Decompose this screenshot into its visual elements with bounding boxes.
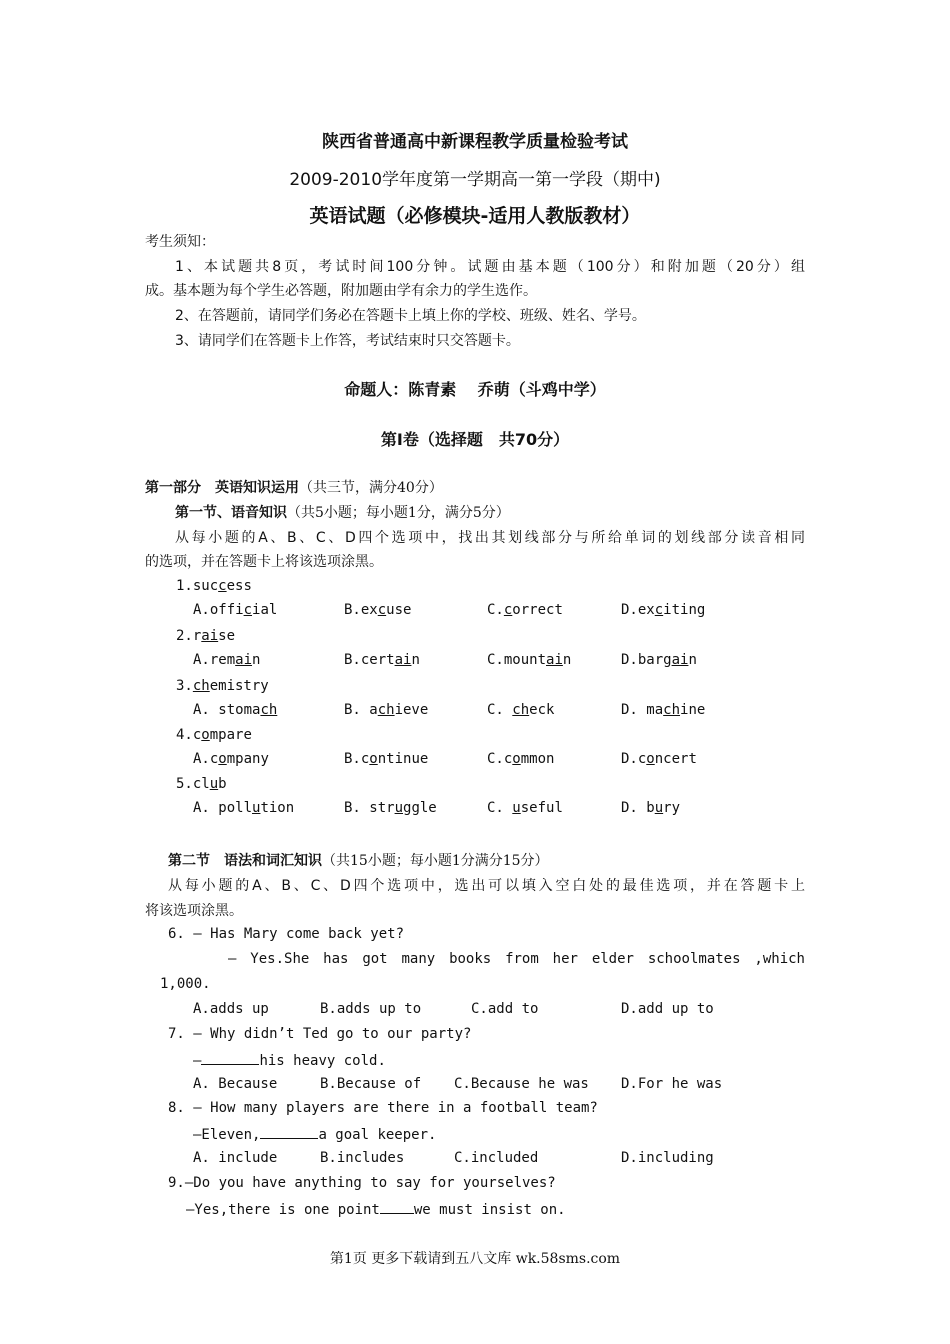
question-1-option-a-underlined: c [243,602,253,618]
question-1-number: 1. [176,578,193,594]
question-4-stem-text-post: mpare [209,727,252,743]
notice-item-1-line-2: 成。基本题为每个学生必答题，附加题由学有余力的学生选作。 [145,283,537,299]
question-1-stem-text-pre: suc [192,578,219,594]
question-7-option-b: B.Because of [320,1076,422,1092]
question-5-option-a [193,800,294,816]
question-1-option-d-underlined: c [654,602,664,618]
section-2-note: （共15小题；每小题1分满分15分） [322,853,549,869]
section-2-heading [168,850,549,870]
question-4-option-b [344,751,428,767]
question-3-option-c [487,702,554,718]
part-1-heading [145,477,443,497]
question-4-stem-text-pre: c [192,727,202,743]
question-3-option-d-underlined: ch [663,702,681,718]
exam-subject: 英语试题（必修模块-适用人教版教材） [309,205,641,227]
question-4-option-d [621,751,697,767]
question-4-option-c-underlined: o [512,751,521,767]
question-4-option-b-text-post: ntinue [377,751,429,767]
question-9-blank [380,1200,414,1214]
section-2-instruction-line-2: 将该选项涂黑。 [145,903,243,919]
question-1-stem-underlined: c [218,578,227,594]
question-6-option-d: D.add up to [621,1001,714,1017]
question-6-option-a: A.adds up [193,1001,269,1017]
question-6-stem: 6. — Has Mary come back yet? [168,926,405,942]
question-4-option-a [193,751,269,767]
question-9-lead: —Yes,there is one point [186,1202,380,1218]
question-4-option-c [487,751,554,767]
question-2-option-b-underlined: ai [394,652,412,668]
question-1-option-a-text-pre: A.offi [193,602,244,618]
question-2-stem-text-pre: r [192,628,202,644]
question-7-tail: his heavy cold. [259,1053,386,1069]
question-5-option-b [344,800,437,816]
question-6-option-b: B.adds up to [320,1001,422,1017]
question-2-option-a [193,652,260,668]
question-7-option-c: C.Because he was [454,1076,589,1092]
question-3-option-c-underlined: ch [512,702,530,718]
question-3-stem [176,678,269,694]
question-4-option-d-text-post: ncert [654,751,697,767]
question-2-option-d-text-post: n [688,652,697,668]
question-5-option-d-text-pre: D. b [621,800,655,816]
question-8-option-d: D.including [621,1150,714,1166]
question-5-option-b-text-pre: B. str [344,800,395,816]
question-2-stem [176,628,235,644]
question-2-option-b [344,652,420,668]
volume-heading: 第Ⅰ卷（选择题 共70分） [380,430,570,449]
question-3-option-d [621,702,705,718]
question-2-option-c [487,652,571,668]
section-1-instruction-line-2: 的选项，并在答题卡上将该选项涂黑。 [145,554,383,570]
question-5-stem [176,776,227,792]
question-9-tail: we must insist on. [413,1202,566,1218]
question-3-option-b-text-pre: B. a [344,702,378,718]
question-2-option-d-text-pre: D.barg [621,652,672,668]
question-7-option-d: D.For he was [621,1076,723,1092]
question-6-answer-line: — Yes.She has got many books from her elder schoolmates ,which [228,951,805,967]
question-1-option-c-underlined: c [503,602,513,618]
question-2-number: 2. [176,628,193,644]
question-2-option-b-text-post: n [411,652,420,668]
question-7-dash: — [193,1053,202,1069]
question-3-option-c-text-pre: C. [487,702,513,718]
question-5-option-a-underlined: u [252,800,261,816]
question-5-stem-text-post: b [218,776,227,792]
question-8-stem: 8. — How many players are there in a football team? [168,1100,598,1116]
section-1-heading [175,502,510,522]
question-5-option-d [621,800,680,816]
question-5-option-a-text-post: tion [260,800,295,816]
page-footer: 第1页 更多下载请到五八文库 wk.58sms.com [329,1251,621,1267]
authors-line: 命题人：陈青素 乔萌（斗鸡中学） [344,380,606,399]
notice-item-3: 3、请同学们在答题卡上作答，考试结束时只交答题卡。 [175,333,520,349]
question-3-option-d-text-pre: D. ma [621,702,664,718]
question-3-option-a [193,702,277,718]
question-4-option-b-text-pre: B.c [344,751,370,767]
question-4-stem [176,727,252,743]
question-3-stem-underlined: ch [192,678,210,694]
question-2-option-c-underlined: ai [546,652,563,668]
question-7-option-a: A. Because [193,1076,278,1092]
question-7-stem: 7. — Why didn’t Ted go to our party? [168,1026,472,1042]
question-8-blank [260,1125,318,1139]
section-1-instruction-line-1: 从每小题的A、B、C、D四个选项中，找出其划线部分与所给单词的划线部分读音相同 [175,530,805,546]
question-3-option-b-underlined: ch [377,702,395,718]
part-1-title: 第一部分 英语知识运用 [145,480,299,496]
question-5-number: 5. [176,776,193,792]
question-6-option-c: C.add to [471,1001,539,1017]
question-4-option-c-text-pre: C.c [487,751,513,767]
question-1-option-d-text-pre: D.ex [621,602,655,618]
question-5-option-c [487,800,563,816]
question-4-option-d-underlined: o [646,751,655,767]
section-1-title: 第一节、语音知识 [175,505,287,521]
question-3-number: 3. [176,678,193,694]
question-1-option-b-text-pre: B.ex [344,602,378,618]
question-4-stem-underlined: o [201,727,210,743]
question-5-option-c-underlined: u [512,800,521,816]
question-2-option-c-text-pre: C.mount [487,652,547,668]
question-4-number: 4. [176,727,193,743]
question-3-option-d-text-post: ine [680,702,706,718]
question-4-option-d-text-pre: D.c [621,751,647,767]
question-2-stem-underlined: ai [201,628,219,644]
question-1-stem [176,578,252,594]
question-4-option-a-underlined: o [218,751,227,767]
question-8-option-c: C.included [454,1150,539,1166]
question-2-option-d-underlined: ai [671,652,689,668]
question-1-option-d [621,602,705,618]
exam-title: 陕西省普通高中新课程教学质量检验考试 [322,132,628,152]
question-3-option-a-text-pre: A. stoma [193,702,261,718]
question-3-option-b [344,702,428,718]
question-9-answer-line [186,1200,566,1218]
notice-item-1-line-1: 1、本试题共8页，考试时间100分钟。试题由基本题（100分）和附加题（20分）组 [175,259,805,275]
question-2-option-d [621,652,697,668]
question-1-stem-text-post: ess [226,578,252,594]
question-1-option-c-text-post: orrect [512,602,563,618]
question-4-option-a-text-pre: A.c [193,751,219,767]
notice-item-2: 2、在答题前，请同学们务必在答题卡上填上你的学校、班级、姓名、学号。 [175,308,646,324]
question-2-option-b-text-pre: B.cert [344,652,395,668]
question-2-option-a-underlined: ai [235,652,253,668]
question-5-option-d-underlined: u [654,800,664,816]
question-2-option-c-text-post: n [562,652,572,668]
question-3-stem-text-post: emistry [209,678,269,694]
question-1-option-a-text-post: ial [252,602,278,618]
question-1-option-b [344,602,411,618]
section-1-note: （共5小题；每小题1分，满分5分） [287,505,510,521]
question-3-option-a-underlined: ch [260,702,278,718]
question-4-option-b-underlined: o [369,751,378,767]
question-4-option-a-text-post: mpany [226,751,269,767]
question-5-option-b-underlined: u [394,800,404,816]
question-1-option-c [487,602,563,618]
question-8-lead: —Eleven, [193,1127,261,1143]
question-6-answer-line-2: 1,000. [160,976,211,992]
question-1-option-d-text-post: iting [663,602,706,618]
question-3-option-c-text-post: eck [529,702,555,718]
question-4-option-c-text-post: mmon [520,751,555,767]
question-1-option-b-underlined: c [377,602,387,618]
section-2-title: 第二节 语法和词汇知识 [168,853,322,869]
section-2-instruction-line-1: 从每小题的A、B、C、D四个选项中，选出可以填入空白处的最佳选项，并在答题卡上 [168,878,805,894]
question-3-option-b-text-post: ieve [394,702,429,718]
question-2-option-a-text-pre: A.rem [193,652,236,668]
question-8-option-a: A. include [193,1150,278,1166]
question-5-stem-underlined: u [209,776,219,792]
question-5-stem-text-pre: cl [192,776,210,792]
question-8-option-b: B.includes [320,1150,405,1166]
question-8-answer-line [193,1125,436,1143]
question-5-option-d-text-post: ry [663,800,681,816]
question-7-answer-line [193,1051,386,1069]
question-7-blank [201,1051,259,1065]
question-5-option-a-text-pre: A. poll [193,800,253,816]
question-5-option-c-text-post: seful [520,800,563,816]
question-5-option-c-text-pre: C. [487,800,513,816]
question-1-option-a [193,602,277,618]
part-1-note: （共三节，满分40分） [299,480,443,496]
question-2-stem-text-post: se [218,628,236,644]
question-2-option-a-text-post: n [252,652,261,668]
question-8-tail: a goal keeper. [318,1127,437,1143]
question-1-option-b-text-post: use [386,602,412,618]
question-5-option-b-text-post: ggle [403,800,437,816]
exam-term: 2009-2010学年度第一学期高一第一学段（期中) [289,170,661,190]
notice-heading: 考生须知： [145,234,215,250]
question-9-stem: 9.—Do you have anything to say for yourselves? [168,1175,556,1191]
question-1-option-c-text-pre: C. [487,602,504,618]
